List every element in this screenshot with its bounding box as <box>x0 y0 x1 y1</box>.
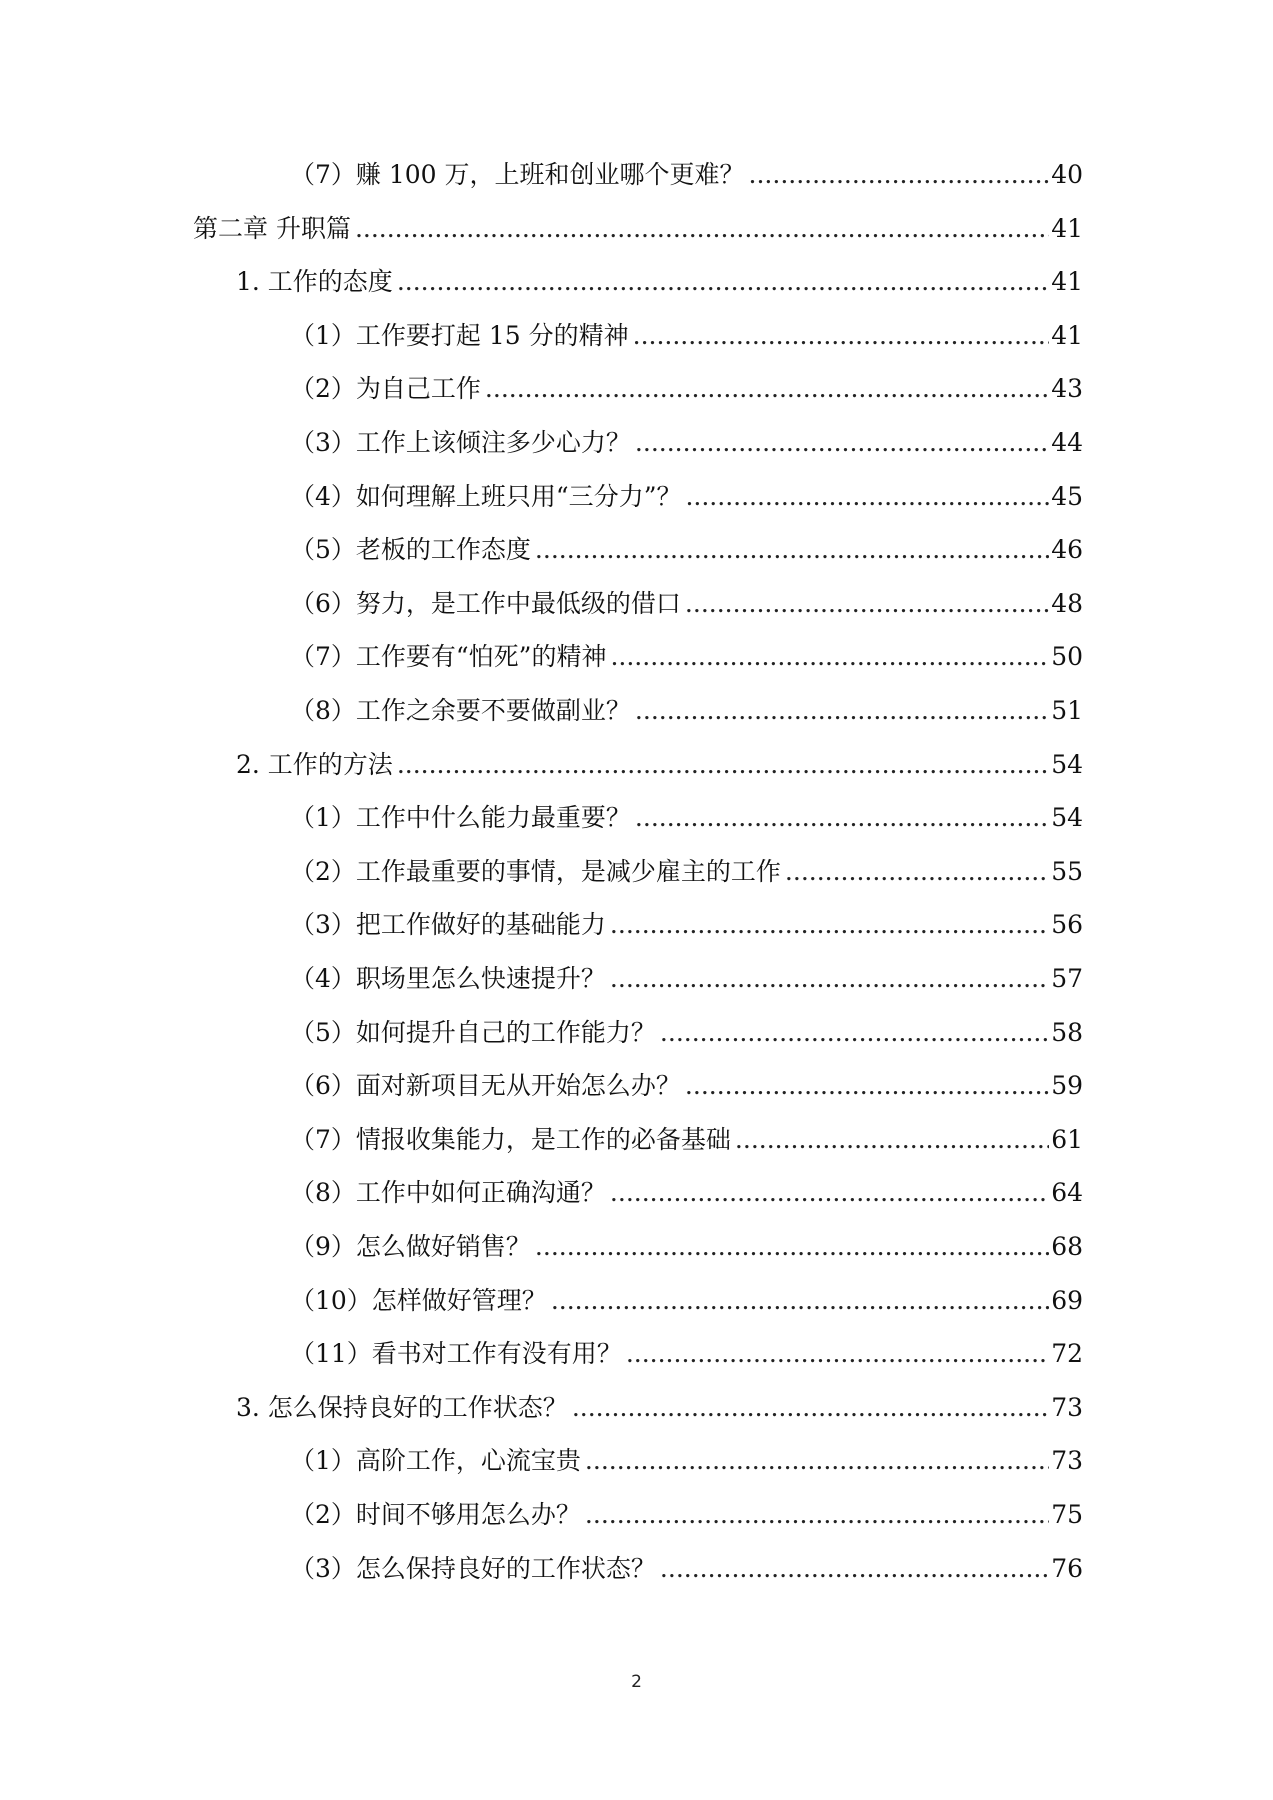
toc-entry[interactable] <box>236 1375 1083 1423</box>
toc-entry-page: 54 <box>1051 803 1083 833</box>
toc-entry-page: 69 <box>1051 1285 1083 1315</box>
toc-entry-title: 3. 怎么保持良好的工作状态？ <box>236 1392 568 1422</box>
toc-entry-page: 75 <box>1051 1500 1083 1529</box>
toc-dot-leader <box>660 1554 1049 1584</box>
toc-entry[interactable] <box>290 1268 1083 1316</box>
toc-entry-page: 68 <box>1051 1232 1083 1261</box>
toc-entry-page: 46 <box>1051 535 1083 565</box>
toc-entry[interactable] <box>290 1214 1083 1262</box>
toc-entry-page: 73 <box>1051 1446 1083 1476</box>
toc-dot-leader <box>749 160 1050 190</box>
toc-entry-title: （4）如何理解上班只用“三分力”？ <box>290 481 682 511</box>
toc-dot-leader <box>633 321 1050 351</box>
toc-dot-leader <box>635 803 1049 833</box>
toc-entry-page: 40 <box>1051 160 1083 189</box>
toc-entry-page: 41 <box>1051 267 1083 297</box>
toc-dot-leader <box>635 696 1049 726</box>
toc-dot-leader <box>585 1500 1049 1530</box>
toc-entry-title: （3）工作上该倾注多少心力？ <box>290 428 631 457</box>
toc-entry-page: 43 <box>1051 374 1083 404</box>
toc-entry-title: （8）工作之余要不要做副业？ <box>290 696 631 725</box>
toc-entry[interactable] <box>236 249 1083 297</box>
toc-entry-title: （8）工作中如何正确沟通？ <box>290 1178 606 1208</box>
toc-entry[interactable] <box>290 410 1083 458</box>
toc-entry[interactable] <box>290 678 1083 726</box>
toc-entry-title: （2）为自己工作 <box>290 374 481 404</box>
page-number: 2 <box>631 1672 642 1692</box>
toc-entry-title: （7）赚 100 万，上班和创业哪个更难？ <box>290 160 745 189</box>
toc-entry-title: （1）工作要打起 15 分的精神 <box>290 320 629 350</box>
toc-entry[interactable] <box>290 517 1083 565</box>
toc-entry-page: 76 <box>1051 1553 1083 1583</box>
toc-entry-page: 56 <box>1051 910 1083 940</box>
toc-entry-page: 64 <box>1051 1178 1083 1208</box>
toc-entry-title: （2）时间不够用怎么办？ <box>290 1500 581 1529</box>
toc-entry-page: 48 <box>1051 588 1083 618</box>
toc-dot-leader <box>635 428 1049 458</box>
toc-dot-leader <box>610 964 1049 994</box>
toc-entry[interactable] <box>290 464 1083 512</box>
toc-entry[interactable] <box>290 1482 1083 1530</box>
toc-entry-title: （2）工作最重要的事情，是减少雇主的工作 <box>290 856 781 886</box>
toc-dot-leader <box>735 1125 1049 1155</box>
toc-entry[interactable] <box>290 624 1083 672</box>
toc-entry-title: （11）看书对工作有没有用？ <box>290 1339 622 1369</box>
toc-entry-page: 41 <box>1051 213 1083 243</box>
toc-dot-leader <box>785 857 1049 887</box>
toc-entry-page: 72 <box>1051 1339 1083 1369</box>
toc-entry[interactable] <box>290 785 1083 833</box>
toc-entry-page: 59 <box>1051 1071 1083 1101</box>
toc-entry[interactable] <box>290 1536 1083 1584</box>
toc-entry-page: 61 <box>1051 1124 1083 1154</box>
toc-entry[interactable] <box>290 892 1083 940</box>
toc-entry-page: 51 <box>1051 696 1083 725</box>
toc-entry[interactable] <box>290 356 1083 404</box>
toc-entry-page: 45 <box>1051 481 1083 511</box>
toc-dot-leader <box>685 589 1049 619</box>
toc-dot-leader <box>610 910 1049 940</box>
toc-entry[interactable] <box>290 571 1083 619</box>
toc-entry-title: （9）怎么做好销售？ <box>290 1232 531 1261</box>
toc-entry[interactable] <box>290 946 1083 994</box>
toc-entry-title: 1. 工作的态度 <box>236 267 393 297</box>
toc-entry[interactable] <box>290 839 1083 887</box>
toc-entry[interactable] <box>290 1160 1083 1208</box>
toc-dot-leader <box>397 267 1049 297</box>
toc-entry-page: 55 <box>1051 856 1083 886</box>
toc-entry-title: （6）努力，是工作中最低级的借口 <box>290 588 681 618</box>
toc-entry-title: （5）老板的工作态度 <box>290 535 531 565</box>
toc-entry[interactable] <box>290 142 1083 190</box>
toc-entry[interactable] <box>290 1000 1083 1048</box>
toc-entry-title: （3）把工作做好的基础能力 <box>290 910 606 940</box>
toc-entry-title: （3）怎么保持良好的工作状态？ <box>290 1553 656 1583</box>
toc-entry-page: 73 <box>1051 1392 1083 1422</box>
toc-entry-title: 2. 工作的方法 <box>236 749 393 779</box>
toc-dot-leader <box>551 1286 1049 1316</box>
toc-dot-leader <box>572 1393 1049 1423</box>
toc-dot-leader <box>535 535 1049 565</box>
toc-entry-page: 44 <box>1051 428 1083 457</box>
toc-entry-page: 58 <box>1051 1017 1083 1047</box>
toc-dot-leader <box>610 642 1049 672</box>
toc-dot-leader <box>485 374 1049 404</box>
toc-entry[interactable] <box>290 1053 1083 1101</box>
toc-dot-leader <box>535 1232 1049 1262</box>
toc-entry-title: （10）怎样做好管理？ <box>290 1285 547 1315</box>
toc-entry-title: （1）高阶工作，心流宝贵 <box>290 1446 581 1476</box>
toc-dot-leader <box>685 482 1049 512</box>
toc-dot-leader <box>660 1018 1049 1048</box>
toc-entry-title: （7）情报收集能力，是工作的必备基础 <box>290 1124 731 1154</box>
toc-entry-title: （4）职场里怎么快速提升？ <box>290 964 606 993</box>
toc-entry-page: 50 <box>1051 642 1083 672</box>
toc-entry-page: 57 <box>1051 964 1083 993</box>
toc-dot-leader <box>626 1339 1049 1369</box>
toc-entry[interactable] <box>193 196 1083 244</box>
toc-entry[interactable] <box>290 1428 1083 1476</box>
toc-entry-title: （1）工作中什么能力最重要？ <box>290 803 631 833</box>
toc-entry[interactable] <box>290 303 1083 351</box>
toc-entry-title: 第二章 升职篇 <box>193 213 351 243</box>
toc-dot-leader <box>397 750 1049 780</box>
toc-entry-title: （5）如何提升自己的工作能力？ <box>290 1017 656 1047</box>
toc-dot-leader <box>610 1178 1049 1208</box>
toc-entry[interactable] <box>236 732 1083 780</box>
toc-entry[interactable] <box>290 1107 1083 1155</box>
toc-dot-leader <box>585 1446 1049 1476</box>
toc-entry-page: 54 <box>1051 749 1083 779</box>
toc-dot-leader <box>685 1071 1049 1101</box>
toc-entry-page: 41 <box>1051 320 1083 350</box>
toc-entry[interactable] <box>290 1321 1083 1369</box>
toc-dot-leader <box>355 214 1049 244</box>
toc-entry-title: （7）工作要有“怕死”的精神 <box>290 642 607 672</box>
toc-entry-title: （6）面对新项目无从开始怎么办？ <box>290 1071 681 1101</box>
